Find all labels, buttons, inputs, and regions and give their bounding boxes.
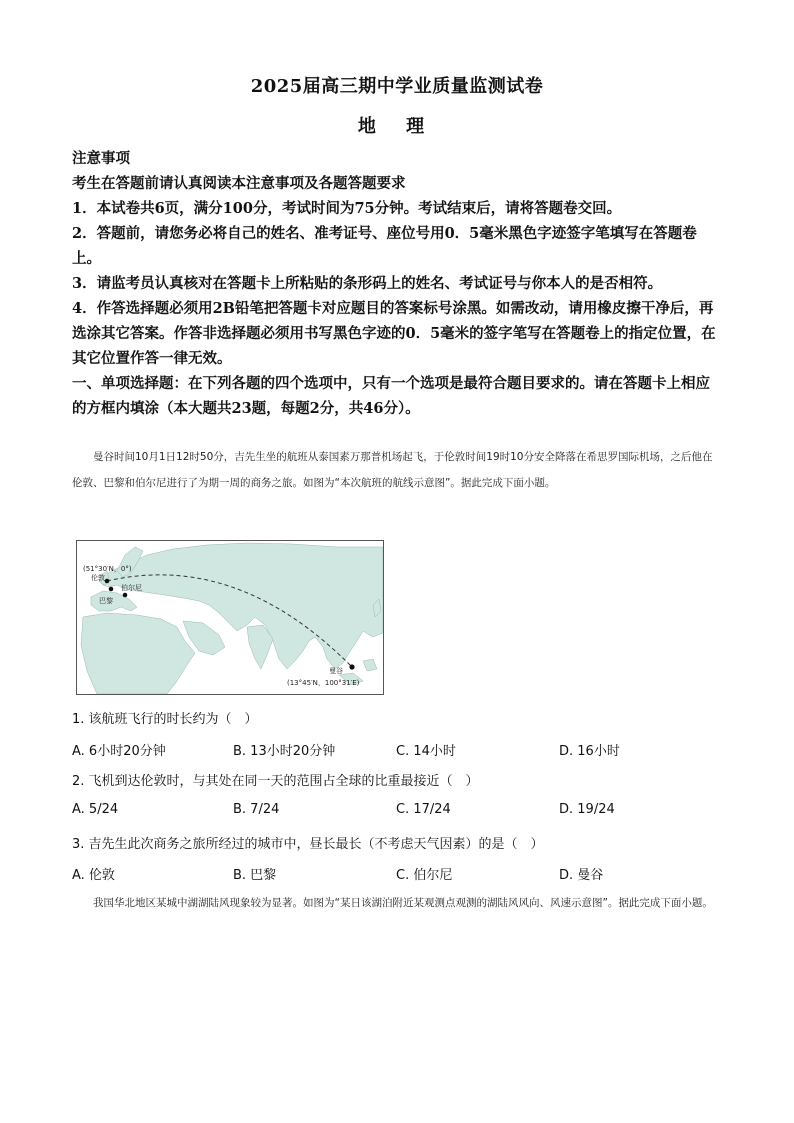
exam-title: 2025届高三期中学业质量监测试卷 bbox=[250, 76, 544, 97]
notes-section bbox=[72, 146, 722, 421]
bangkok-dot bbox=[349, 664, 354, 669]
q2-option-a[interactable]: A. 5/24 bbox=[72, 802, 119, 817]
passage-lake-breeze: 我国华北地区某城中湖湖陆风现象较为显著。如图为“某日该湖泊附近某观测点观测的湖陆风风向、风速示意图”。据此完成下面小题。 bbox=[93, 897, 713, 909]
section-instructions: 一、单项选择题：在下列各题的四个选项中，只有一个选项是最符合题目要求的。请在答题卡上相应的方框内填涂（本大题共23题，每题2分，共46分）。 bbox=[72, 375, 710, 417]
q3-option-b[interactable]: B. 巴黎 bbox=[233, 868, 277, 883]
notes-item-1: 1．本试卷共6页，满分100分，考试时间为75分钟。考试结束后，请将答题卷交回。 bbox=[72, 200, 622, 217]
notes-item-3: 3．请监考员认真核对在答题卡上所粘贴的条形码上的姓名、考试证号与你本人的是否相符。 bbox=[72, 275, 663, 292]
q3-option-c[interactable]: C. 伯尔尼 bbox=[396, 868, 453, 883]
notes-item-2: 2．答题前，请您务必将自己的姓名、准考证号、座位号用0．5毫米黑色字迹签字笔填写在答题卷上。 bbox=[72, 225, 697, 267]
q3-option-d[interactable]: D. 曼谷 bbox=[559, 868, 604, 883]
q1-option-c[interactable]: C. 14小时 bbox=[396, 744, 456, 759]
q3-option-a[interactable]: A. 伦敦 bbox=[72, 868, 115, 883]
paris-label: 巴黎 bbox=[99, 597, 113, 605]
q2-option-c[interactable]: C. 17/24 bbox=[396, 802, 451, 817]
map-graphic bbox=[77, 541, 383, 694]
question-3: 3. 吉先生此次商务之旅所经过的城市中，昼长最长（不考虑天气因素）的是（ ） bbox=[72, 837, 544, 852]
q2-option-b[interactable]: B. 7/24 bbox=[233, 802, 280, 817]
paris-dot bbox=[109, 587, 114, 592]
q1-option-d[interactable]: D. 16小时 bbox=[559, 744, 620, 759]
bangkok-coord-label: (13°45′N，100°31′E) bbox=[287, 679, 360, 687]
london-dot bbox=[105, 579, 110, 584]
bern-dot bbox=[123, 593, 128, 598]
london-label: 伦敦 bbox=[91, 574, 105, 582]
q1-option-a[interactable]: A. 6小时20分钟 bbox=[72, 744, 166, 759]
london-coord-label: (51°30′N，0°) bbox=[83, 565, 132, 573]
q1-option-b[interactable]: B. 13小时20分钟 bbox=[233, 744, 336, 759]
passage-flight: 曼谷时间10月1日12时50分，吉先生坐的航班从泰国素万那普机场起飞，于伦敦时间19时10分安全降落在希思罗国际机场，之后他在伦敦、巴黎和伯尔尼进行了为期一周的商务之旅。如图为“本次航班的航线示意图”。据此完成下面小题。 bbox=[72, 451, 713, 489]
notes-heading: 注意事项 bbox=[72, 150, 130, 167]
notes-intro: 考生在答题前请认真阅读本注意事项及各题答题要求 bbox=[72, 175, 406, 192]
question-2: 2. 飞机到达伦敦时，与其处在同一天的范围占全球的比重最接近（ ） bbox=[72, 774, 479, 789]
question-1: 1. 该航班飞行的时长约为（ ） bbox=[72, 712, 258, 727]
flight-route-map bbox=[76, 540, 384, 695]
q2-option-d[interactable]: D. 19/24 bbox=[559, 802, 615, 817]
bern-label: 伯尔尼 bbox=[121, 584, 142, 592]
notes-item-4: 4．作答选择题必须用2B铅笔把答题卡对应题目的答案标号涂黑。如需改动，请用橡皮擦干净后，再选涂其它答案。作答非选择题必须用书写黑色字迹的0．5毫米的签字笔写在答题卷上的指定位置，在其它位置作答一律无效。 bbox=[72, 300, 716, 367]
bangkok-label: 曼谷 bbox=[329, 667, 343, 675]
subject-title: 地 理 bbox=[357, 116, 437, 137]
